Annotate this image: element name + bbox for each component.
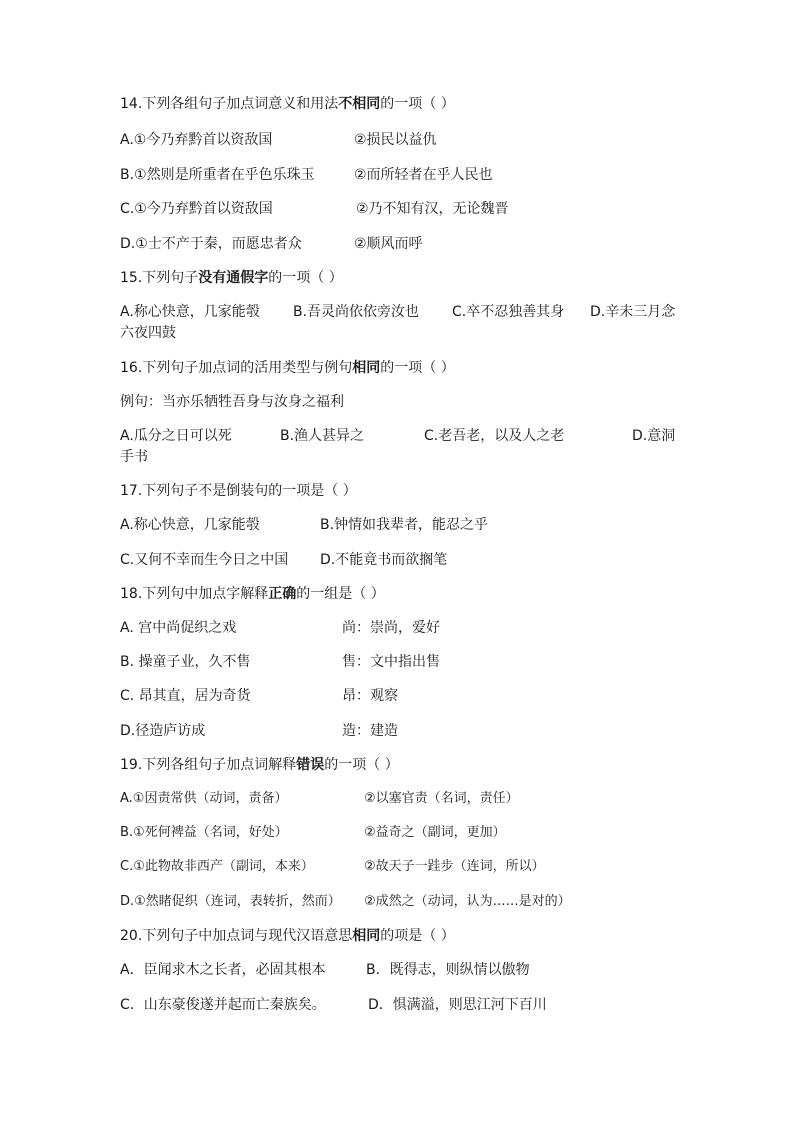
q14-option-d-right: ②顺风而呼 [354, 236, 423, 252]
q15-stem-tail: 的一项（ ） [268, 270, 343, 286]
q16-option-c: C.老吾老，以及人之老 [424, 428, 565, 444]
q17-option-c: C.又何不幸而生今日之中国 [120, 552, 289, 568]
q15-options-row [120, 302, 680, 322]
q20-options-row-1 [120, 960, 680, 980]
q20-stem [120, 926, 455, 946]
q14-option-a [120, 130, 680, 150]
q18-option-b-gloss: 售：文中指出售 [342, 654, 440, 670]
q18-option-c-gloss: 昂：观察 [342, 688, 398, 704]
q19-stem-text: 19.下列各组句子加点词解释 [120, 757, 297, 773]
q19-option-d-right: ②成然之（动词，认为……是对的） [364, 894, 571, 909]
q14-option-c [120, 199, 680, 219]
q19-option-a [120, 789, 680, 809]
q19-option-d-left: D.①然睹促织（连词，表转折，然而） [120, 894, 341, 909]
q14-stem-text: 14.下列各组句子加点词意义和用法 [120, 96, 339, 112]
q20-stem-emphasis: 相同 [352, 928, 381, 944]
q18-option-d-sentence: D.径造庐访成 [120, 723, 206, 739]
q16-options-row [120, 426, 680, 446]
q20-options-row-2 [120, 995, 680, 1015]
q17-option-b: B.钟情如我辈者，能忍之乎 [320, 517, 489, 533]
q14-stem-tail: 的一项（ ） [380, 96, 455, 112]
q14-option-c-left: C.①今乃弃黔首以资敌国 [120, 201, 273, 217]
q19-option-a-left: A.①因责常供（动词，责备） [120, 791, 288, 806]
q19-stem-tail: 的一项（ ） [324, 757, 399, 773]
q17-option-d: D.不能竟书而欲搁笔 [320, 552, 448, 568]
q15-option-a: A.称心快意，几家能彀 [120, 304, 260, 320]
q19-option-c-right: ②故天子一跬步（连词，所以） [364, 859, 545, 874]
q15-stem-text: 15.下列句子 [120, 270, 199, 286]
q14-option-b-right: ②而所轻者在乎人民也 [354, 167, 493, 183]
q16-option-a: A.瓜分之日可以死 [120, 428, 232, 444]
q20-option-b: B．既得志，则纵情以傲物 [366, 962, 530, 978]
q19-option-a-right: ②以塞官责（名词，责任） [364, 791, 519, 806]
q14-option-b-left: B.①然则是所重者在乎色乐珠玉 [120, 167, 315, 183]
q19-option-b-right: ②益奇之（副词，更加） [364, 825, 506, 840]
q18-option-d-gloss: 造：建造 [342, 723, 398, 739]
q14-stem [120, 94, 455, 114]
q14-option-b [120, 165, 680, 185]
q18-option-a [120, 618, 680, 638]
q20-stem-tail: 的项是（ ） [380, 928, 455, 944]
q15-option-d-continued: 六夜四鼓 [120, 325, 176, 341]
q14-stem-emphasis: 不相同 [338, 96, 381, 112]
q18-option-d [120, 721, 680, 741]
q19-option-b-left: B.①死何裨益（名词，好处） [120, 825, 288, 840]
q16-stem-emphasis: 相同 [352, 360, 381, 376]
q14-option-a-left: A.①今乃弃黔首以资敌国 [120, 132, 273, 148]
q14-option-d [120, 234, 680, 254]
q14-option-c-right: ②乃不知有汉，无论魏晋 [356, 201, 509, 217]
q20-stem-text: 20.下列句子中加点词与现代汉语意思 [120, 928, 353, 944]
q16-stem-tail: 的一项（ ） [380, 360, 455, 376]
q18-option-a-sentence: A. 宫中尚促织之戏 [120, 620, 237, 636]
q15-stem [120, 268, 343, 288]
q15-option-d: D.辛未三月念 [590, 304, 676, 320]
q19-option-c-left: C.①此物故非西产（副词，本来） [120, 859, 314, 874]
q16-stem [120, 358, 455, 378]
q19-stem-emphasis: 错误 [296, 757, 325, 773]
q20-option-c: C．山东豪俊遂并起而亡秦族矣。 [120, 997, 326, 1013]
q19-stem [120, 755, 399, 775]
q16-example: 例句：当亦乐牺牲吾身与汝身之福利 [120, 394, 344, 410]
q14-option-d-left: D.①士不产于秦，而愿忠者众 [120, 236, 302, 252]
q18-stem-tail: 的一组是（ ） [296, 586, 385, 602]
q17-options-row-2 [120, 550, 680, 570]
q18-option-b [120, 652, 680, 672]
q18-option-a-gloss: 尚：崇尚，爱好 [342, 620, 440, 636]
q16-option-d-continued: 手书 [120, 449, 148, 465]
q17-options-row-1 [120, 515, 680, 535]
q19-option-b [120, 823, 680, 843]
q15-option-b: B.吾灵尚依依旁汝也 [293, 304, 420, 320]
q19-option-d [120, 892, 680, 912]
q20-option-d: D．惧满溢，则思江河下百川 [368, 997, 547, 1013]
q16-option-d: D.意洞 [632, 428, 676, 444]
q16-stem-text: 16.下列句子加点词的活用类型与例句 [120, 360, 353, 376]
q15-option-c: C.卒不忍独善其身 [452, 304, 565, 320]
q19-option-c [120, 857, 680, 877]
q18-stem-text: 18.下列句中加点字解释 [120, 586, 269, 602]
q18-stem-emphasis: 正确 [268, 586, 297, 602]
q18-option-b-sentence: B. 操童子业，久不售 [120, 654, 251, 670]
q17-option-a: A.称心快意，几家能彀 [120, 517, 260, 533]
q18-option-c [120, 686, 680, 706]
q18-option-c-sentence: C. 昂其直，居为奇货 [120, 688, 251, 704]
q14-option-a-right: ②损民以益仇 [354, 132, 437, 148]
q16-option-b: B.渔人甚异之 [280, 428, 365, 444]
q15-stem-emphasis: 没有通假字 [198, 270, 269, 286]
q17-stem: 17.下列句子不是倒装句的一项是（ ） [120, 483, 357, 499]
q18-stem [120, 584, 385, 604]
q20-option-a: A．臣闻求木之长者，必固其根本 [120, 962, 326, 978]
